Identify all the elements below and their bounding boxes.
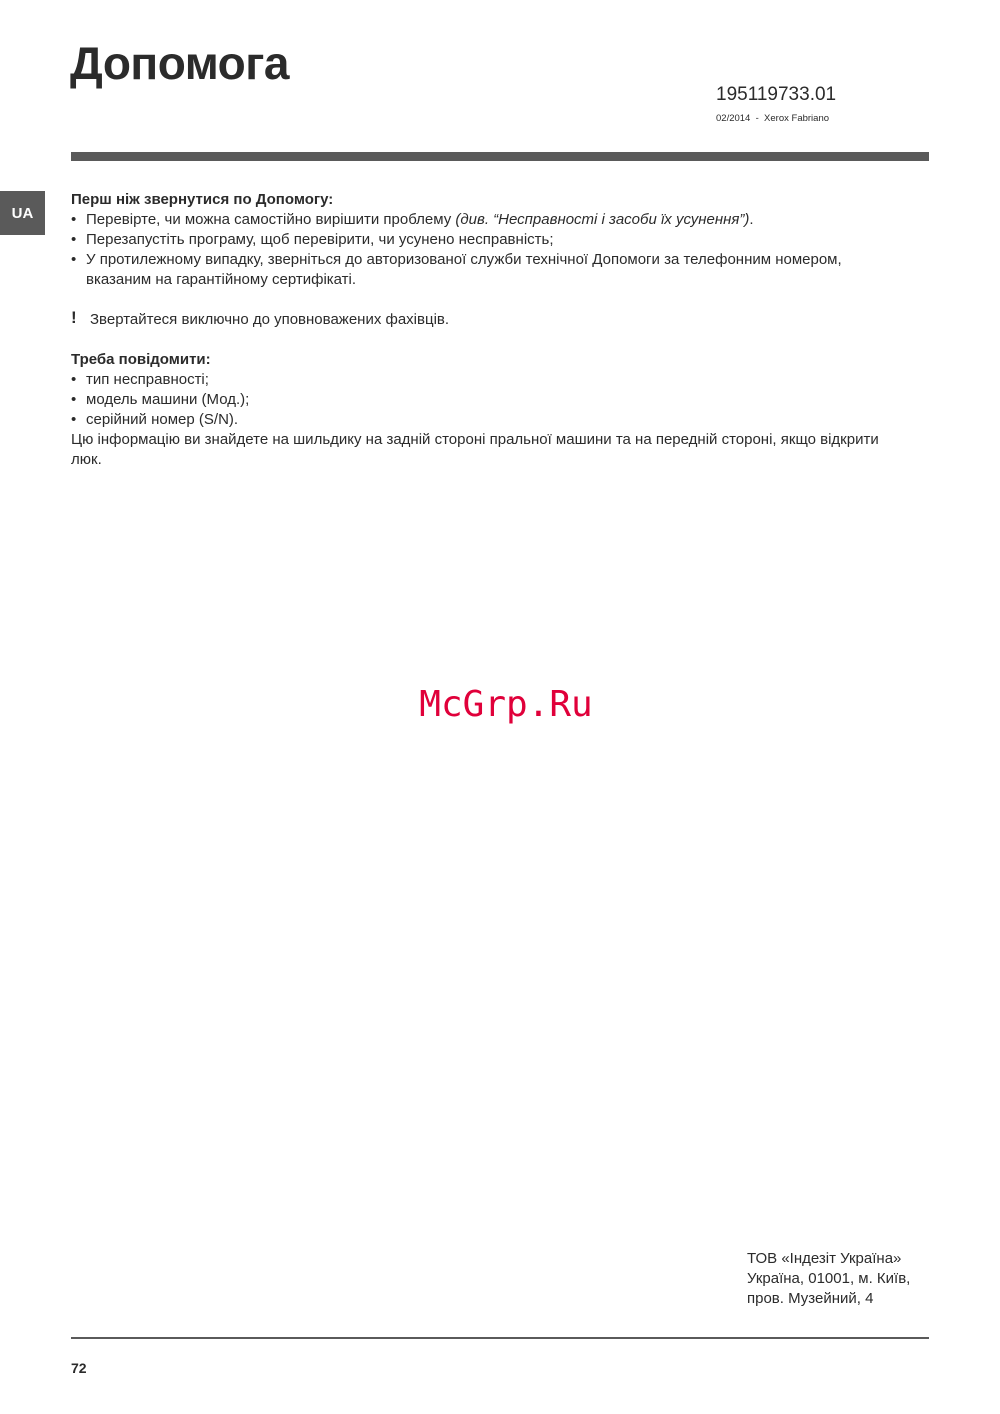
watermark: McGrp.Ru [419,684,593,725]
list-item-text: тип несправності; [86,371,209,388]
list-item [71,370,911,390]
address-line: Україна, 01001, м. Київ, [747,1270,911,1287]
before-help-list [71,210,911,290]
report-note: Цю інформацію ви знайдете на шильдику на задній стороні пральної машини та на передній стороні, якщо відкрити люк. [71,431,879,468]
list-item [71,230,911,250]
page-title: Допомога [70,37,289,89]
address-line: ТОВ «Індезіт Україна» [747,1250,902,1267]
page-number: 72 [71,1360,87,1376]
warning-icon: ! [71,308,77,327]
list-item [71,390,911,410]
warning-text: Звертайтеся виключно до уповноважених фахівців. [90,311,450,328]
before-help-heading: Перш ніж звернутися по Допомогу: [71,191,334,208]
language-tab [0,191,45,235]
bullet: • [71,371,77,388]
bullet: • [71,411,77,428]
company-address [747,1249,910,1309]
list-item-text: Перезапустіть програму, щоб перевірити, чи усунено несправність; [86,231,554,248]
main-content [71,190,911,470]
bullet: • [71,231,77,248]
report-section [71,350,911,470]
document-number: 195119733.01 [716,84,837,105]
bullet: • [71,391,77,408]
list-item [71,210,911,230]
cross-reference: (див. “Несправності і засоби їх усунення”) [455,211,750,228]
warning-note [71,310,911,330]
address-line: пров. Музейний, 4 [747,1290,874,1307]
report-list [71,370,911,430]
list-item-text: Перевірте, чи можна самостійно вирішити проблему [86,211,456,228]
report-heading: Треба повідомити: [71,351,211,368]
list-item-text: У протилежному випадку, зверніться до авторизованої служби технічної Допомоги за телефонним номером, вказаним на гарантійному сертифікаті. [86,251,842,288]
bullet: • [71,251,77,268]
language-tab-label: UA [11,204,34,222]
footer-divider [71,1337,929,1339]
list-item-tail: . [749,211,754,228]
list-item-text: серійний номер (S/N). [86,411,239,428]
header-divider [71,152,929,161]
list-item [71,250,911,290]
bullet: • [71,211,77,228]
list-item [71,410,911,430]
list-item-text: модель машини (Мод.); [86,391,250,408]
document-meta: 02/2014 - Xerox Fabriano [716,113,830,124]
